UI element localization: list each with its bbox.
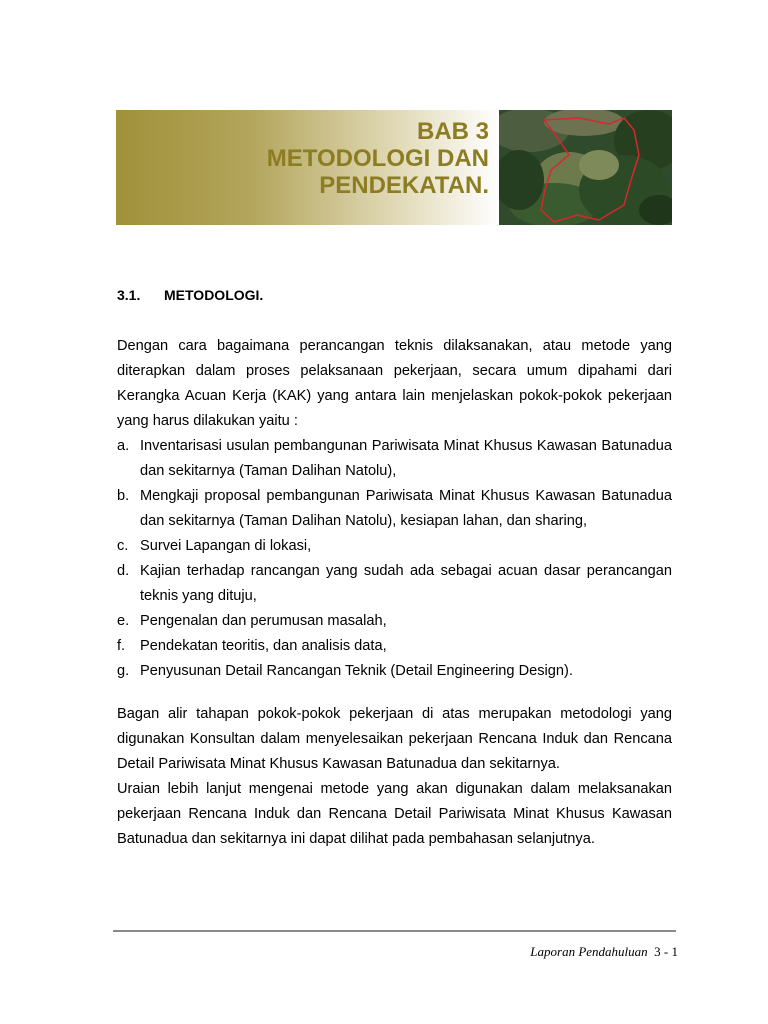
- list-item-text: Mengkaji proposal pembangunan Pariwisata Minat Khusus Kawasan Batunadua dan sekitarnya (Taman Dalihan Natolu), kesiapan lahan, dan sharing,: [140, 488, 672, 529]
- further-paragraph: Uraian lebih lanjut mengenai metode yang akan digunakan dalam melaksanakan pekerjaan Rencana Induk dan Rencana Detail Pariwisata Minat Khusus Kawasan Batunadua dan sekitarnya ini dapat dilihat pada pembahasan selanjutnya.: [117, 781, 672, 847]
- list-marker: f.: [117, 638, 126, 654]
- list-item-text: Kajian terhadap rancangan yang sudah ada sebagai acuan dasar perancangan teknis yang dituju,: [140, 563, 672, 604]
- section-number: 3.1.: [117, 287, 141, 303]
- list-item: [117, 609, 672, 634]
- list-item: [117, 634, 672, 659]
- section-heading: [117, 287, 263, 303]
- list-item-text: Inventarisasi usulan pembangunan Pariwisata Minat Khusus Kawasan Batunadua dan sekitarnya (Taman Dalihan Natolu),: [140, 438, 672, 479]
- chapter-banner: [116, 110, 499, 225]
- list-marker: d.: [117, 563, 130, 579]
- footer-divider: [113, 930, 676, 932]
- chapter-title: [267, 118, 489, 199]
- list-item: [117, 534, 672, 559]
- list-marker: c.: [117, 538, 129, 554]
- list-marker: b.: [117, 488, 130, 504]
- page-number: 3 - 1: [654, 944, 678, 959]
- flow-paragraph: Bagan alir tahapan pokok-pokok pekerjaan di atas merupakan metodologi yang digunakan Konsultan dalam menyelesaikan pekerjaan Rencana Induk dan Rencana Detail Pariwisata Minat Khusus Kawasan Batunadua dan sekitarnya.: [117, 706, 672, 772]
- task-list: [117, 434, 672, 684]
- section-title: METODOLOGI.: [164, 287, 264, 303]
- aerial-map-photo: [499, 110, 672, 225]
- chapter-title-line: PENDEKATAN.: [319, 172, 489, 199]
- intro-paragraph: Dengan cara bagaimana perancangan teknis dilaksanakan, atau metode yang diterapkan dalam proses pelaksanaan pekerjaan, secara umum dipahami dari Kerangka Acuan Kerja (KAK) yang antara lain menjelaskan pokok-pokok pekerjaan yang harus dilakukan yaitu :: [117, 338, 672, 429]
- list-item: [117, 559, 672, 609]
- list-marker: a.: [117, 438, 130, 454]
- list-item-text: Pendekatan teoritis, dan analisis data,: [140, 638, 387, 654]
- page-footer: [530, 944, 678, 960]
- list-marker: e.: [117, 613, 130, 629]
- list-item: [117, 659, 672, 684]
- aerial-photo-graphic: [499, 110, 672, 225]
- paragraph-gap: [117, 684, 672, 702]
- body-text: [117, 334, 672, 852]
- list-marker: g.: [117, 663, 130, 679]
- report-name: Laporan Pendahuluan: [530, 944, 648, 959]
- list-item: [117, 434, 672, 484]
- chapter-title-line: METODOLOGI DAN: [266, 145, 489, 172]
- list-item: [117, 484, 672, 534]
- list-item-text: Pengenalan dan perumusan masalah,: [140, 613, 387, 629]
- chapter-title-line: BAB 3: [416, 118, 489, 145]
- list-item-text: Penyusunan Detail Rancangan Teknik (Detail Engineering Design).: [140, 663, 573, 679]
- list-item-text: Survei Lapangan di lokasi,: [140, 538, 312, 554]
